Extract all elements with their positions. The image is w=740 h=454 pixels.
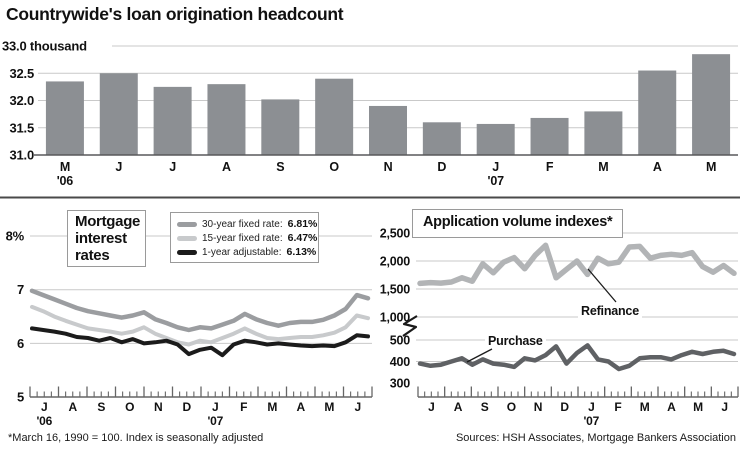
30yr-line-swatch xyxy=(177,222,197,227)
bar-A-3 xyxy=(207,84,245,155)
rates-month-label: J xyxy=(41,400,48,414)
volume-year-label: '07 xyxy=(583,414,600,428)
footnote: *March 16, 1990 = 100. Index is seasonally adjusted xyxy=(8,432,264,444)
bar-J-2 xyxy=(154,87,192,155)
rates-year-label: '07 xyxy=(207,414,224,428)
bar-month-label: J xyxy=(115,160,123,174)
rates-month-label: D xyxy=(182,400,191,414)
bar-month-label: M xyxy=(598,160,609,174)
bar-y-axis-label: 31.0 xyxy=(9,147,34,163)
legend-value: 6.81% xyxy=(287,218,318,230)
bar-D-7 xyxy=(423,122,461,155)
volume-month-label: J xyxy=(721,400,728,414)
volume-month-label: M xyxy=(639,400,650,414)
bar-A-11 xyxy=(638,71,676,155)
purchase-series-label: Purchase xyxy=(485,334,546,348)
bar-y-axis-label: 32.5 xyxy=(9,65,34,81)
volume-month-label: A xyxy=(667,400,676,414)
volume-line-Purchase xyxy=(420,345,734,369)
bar-month-label: N xyxy=(383,160,393,174)
refinance-callout-line xyxy=(588,269,616,302)
15yr-line-swatch xyxy=(177,236,197,241)
bar-S-4 xyxy=(261,99,299,155)
volume-y-axis-label: 2,500 xyxy=(379,226,410,241)
bar-month-label: A xyxy=(652,160,662,174)
legend-value: 6.13% xyxy=(286,246,317,258)
legend-row-30yr xyxy=(177,217,318,231)
bar-year-label: '06 xyxy=(56,174,74,188)
volume-month-label: A xyxy=(453,400,463,414)
bar-M-10 xyxy=(584,111,622,155)
rates-year-label: '06 xyxy=(36,414,53,428)
rates-y-axis-label: 6 xyxy=(16,335,24,351)
bar-month-label: J xyxy=(169,160,176,174)
volume-month-label: O xyxy=(506,400,516,414)
page-title: Countrywide's loan origination headcount xyxy=(6,4,344,24)
volume-month-label: F xyxy=(614,400,622,414)
volume-chart-title: Application volume indexes* xyxy=(412,209,623,238)
bar-J-8 xyxy=(477,124,515,155)
volume-month-label: S xyxy=(480,400,489,414)
bar-F-9 xyxy=(531,118,569,155)
1yr-line-swatch xyxy=(177,250,197,255)
bar-month-label: S xyxy=(276,160,285,174)
volume-y-axis-label: 2,000 xyxy=(379,254,410,269)
rates-month-label: M xyxy=(267,400,278,414)
rates-month-label: J xyxy=(354,400,361,414)
volume-month-label: J xyxy=(588,400,595,414)
legend-label: 30-year fixed rate: xyxy=(202,218,283,230)
rates-line-30-year-fixed-rate xyxy=(32,291,368,330)
rates-month-label: M xyxy=(324,400,335,414)
refinance-series-label: Refinance xyxy=(578,304,642,318)
bar-month-label: F xyxy=(545,160,554,174)
bar-month-label: O xyxy=(329,160,339,174)
rates-month-label: A xyxy=(68,400,77,414)
bar-month-label: M xyxy=(59,160,71,174)
rates-month-label: S xyxy=(97,400,106,414)
rates-legend xyxy=(170,212,319,263)
volume-line-Refinance xyxy=(420,245,734,283)
volume-y-axis-label: 300 xyxy=(389,376,410,391)
bar-y-axis-label: 32.0 xyxy=(9,93,34,108)
volume-y-axis-label: 1,000 xyxy=(379,310,410,325)
volume-y-axis-label: 500 xyxy=(389,333,410,348)
rates-month-label: F xyxy=(240,400,248,414)
bar-month-label: M xyxy=(705,160,717,174)
legend-row-1yr xyxy=(177,245,317,259)
legend-label: 15-year fixed rate: xyxy=(202,232,283,244)
bar-M-12 xyxy=(692,54,730,155)
legend-row-15yr xyxy=(177,231,318,245)
bar-J-1 xyxy=(100,73,138,155)
sources-credit: Sources: HSH Associates, Mortgage Bankers Association xyxy=(455,432,736,444)
volume-month-label: N xyxy=(533,400,543,414)
bar-O-5 xyxy=(315,79,353,155)
rates-y-axis-label: 7 xyxy=(16,282,24,298)
volume-y-axis-label: 1,500 xyxy=(379,282,410,297)
bar-month-label: D xyxy=(437,160,447,174)
volume-month-label: D xyxy=(560,400,569,414)
bar-N-6 xyxy=(369,106,407,155)
rates-month-label: J xyxy=(212,400,219,414)
bar-y-axis-label: 31.5 xyxy=(9,120,34,136)
bar-y-axis-label: 33.0 thousand xyxy=(2,38,87,54)
rates-month-label: A xyxy=(296,400,305,414)
legend-label: 1-year adjustable: xyxy=(202,246,282,258)
volume-month-label: M xyxy=(693,400,703,414)
volume-y-axis-label: 400 xyxy=(389,355,410,369)
volume-month-label: J xyxy=(428,400,435,414)
rates-month-label: N xyxy=(154,400,163,414)
rates-month-label: O xyxy=(125,400,135,414)
bar-year-label: '07 xyxy=(487,174,504,188)
bar-month-label: J xyxy=(492,160,500,174)
bar-month-label: A xyxy=(222,160,231,174)
rates-chart-title: Mortgage interest rates xyxy=(67,210,146,267)
legend-value: 6.47% xyxy=(287,232,318,244)
rates-y-axis-label: 8% xyxy=(5,228,24,244)
bar-M-0 xyxy=(46,81,84,155)
rates-y-axis-label: 5 xyxy=(16,389,24,405)
